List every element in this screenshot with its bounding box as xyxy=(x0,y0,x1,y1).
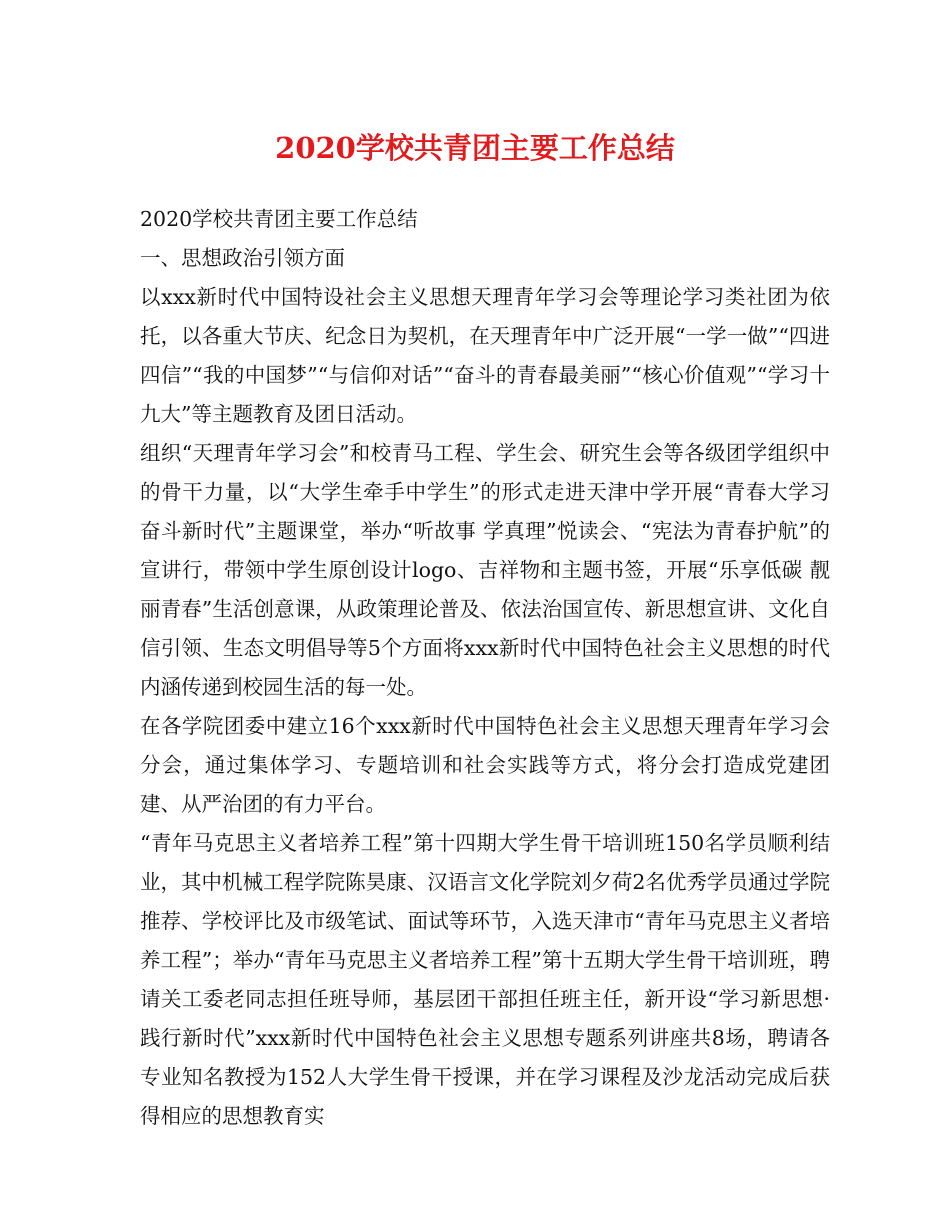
document-body xyxy=(140,200,830,1136)
section-heading: 一、思想政治引领方面 xyxy=(140,246,345,270)
paragraph: “青年马克思主义者培养工程”第十四期大学生骨干培训班150名学员顺利结业，其中机械工程学院陈昊康、汉语言文化学院刘夕荷2名优秀学员通过学院推荐、学校评比及市级笔试、面试等环节，入选天津市“青年马克思主义者培养工程”；举办“青年马克思主义者培养工程”第十五期大学生骨干培训班，聘请关工委老同志担任班导师，基层团干部担任班主任，新开设“学习新思想·践行新时代”xxx新时代中国特色社会主义思想专题系列讲座共8场，聘请各专业知名教授为152人大学生骨干授课，并在学习课程及沙龙活动完成后获得相应的思想教育实 xyxy=(140,831,830,1128)
document-title: 2020学校共青团主要工作总结 xyxy=(275,131,675,165)
paragraph: 以xxx新时代中国特设社会主义思想天理青年学习会等理论学习类社团为依托，以各重大节庆、纪念日为契机，在天理青年中广泛开展“一学一做”“四进四信”“我的中国梦”“与信仰对话”“奋斗的青春最美丽”“核心价值观”“学习十九大”等主题教育及团日活动。 xyxy=(140,285,830,426)
paragraph: 在各学院团委中建立16个xxx新时代中国特色社会主义思想天理青年学习会分会，通过集体学习、专题培训和社会实践等方式，将分会打造成党建团建、从严治团的有力平台。 xyxy=(140,714,830,816)
paragraph: 组织“天理青年学习会”和校青马工程、学生会、研究生会等各级团学组织中的骨干力量，以“大学生牵手中学生”的形式走进天津中学开展“青春大学习 奋斗新时代”主题课堂，举办“听故事 学真理”悦读会、“宪法为青春护航”的宣讲行，带领中学生原创设计logo、吉祥物和主题书签，开展“乐享低碳 靓丽青春”生活创意课，从政策理论普及、依法治国宣传、新思想宣讲、文化自信引领、生态文明倡导等5个方面将xxx新时代中国特色社会主义思想的时代内涵传递到校园生活的每一处。 xyxy=(140,441,830,699)
paragraph-heading: 2020学校共青团主要工作总结 xyxy=(140,207,418,231)
